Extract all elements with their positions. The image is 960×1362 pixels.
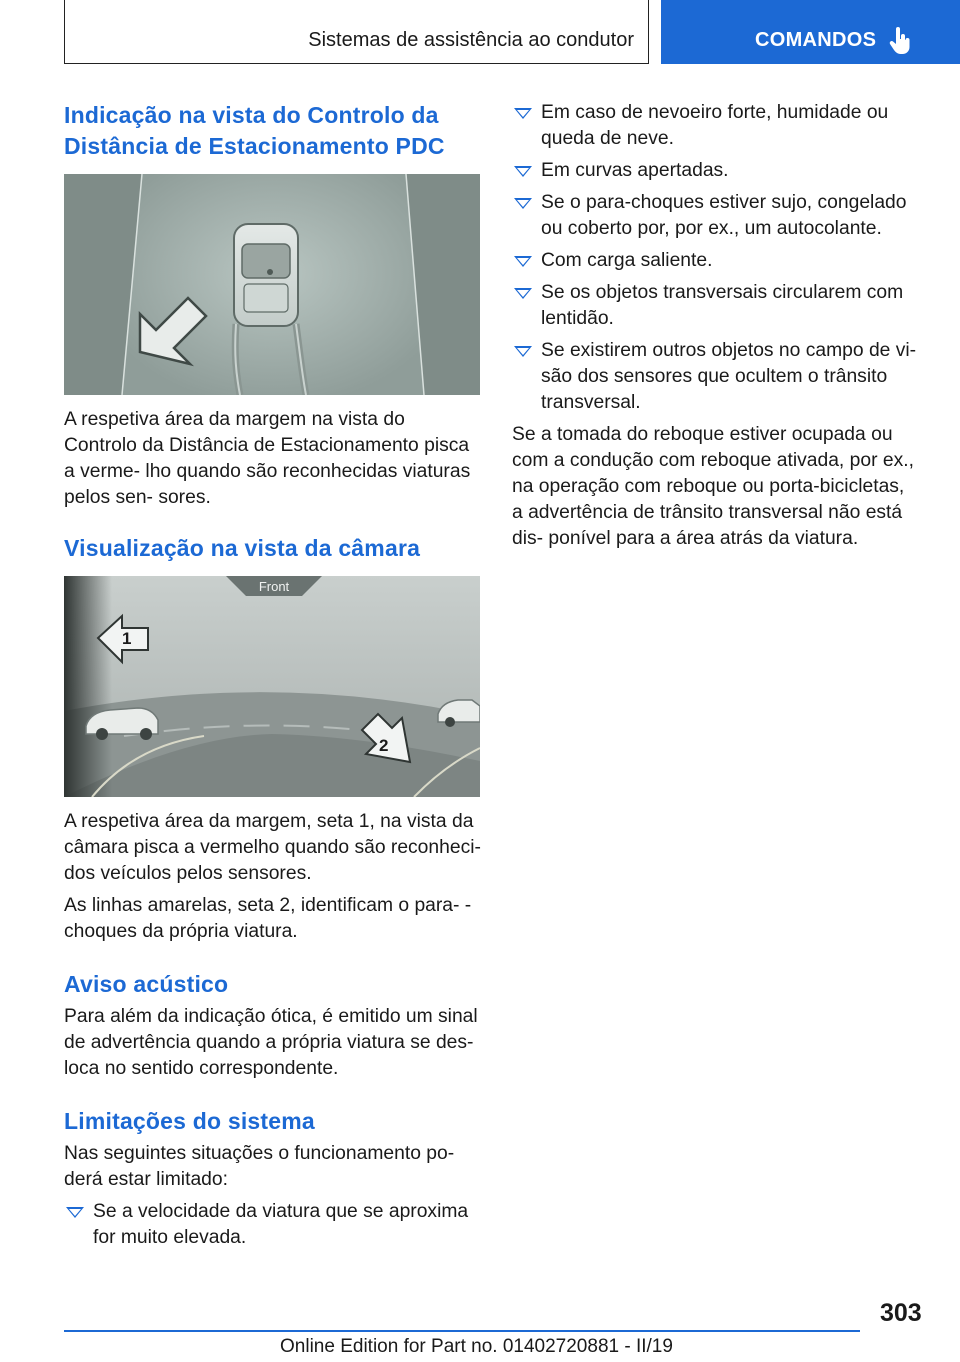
paragraph-acoustic-warning: Para além da indicação ótica, é emitido um sinal de advertência quando a própria viatura se des- loca no sentido correspondente. (64, 1006, 478, 1079)
paragraph-camera-view: A respetiva área da margem, seta 1, na vista da câmara pisca a vermelho quando são reconheci- dos veículos pelos sensores. (64, 811, 481, 884)
arrow-2-label: 2 (379, 736, 389, 755)
list-item: Em caso de nevoeiro forte, humidade ou queda de neve. (512, 100, 918, 152)
triangle-bullet-icon (514, 198, 532, 209)
paragraph-trailer-socket: Se a tomada do reboque estiver ocupada ou com a condução com reboque ativada, por ex., na operação com reboque ou porta-bicicletas, a advertência de trânsito transversal não está dis- ponível para a área atrás da viatura. (512, 424, 914, 549)
page-number: 303 (880, 1299, 922, 1327)
paragraph-yellow-lines: As linhas amarelas, seta 2, identificam o para- -choques da própria viatura. (64, 895, 472, 942)
limits-list-right (512, 100, 918, 416)
heading-system-limits: Limitações do sistema (64, 1108, 315, 1134)
list-item: Se os objetos transversais circularem com lentidão. (512, 280, 918, 332)
triangle-bullet-icon (514, 166, 532, 177)
camera-view-illustration (64, 576, 480, 797)
limits-list-left (64, 1199, 482, 1251)
list-item: Se o para-choques estiver sujo, congelado ou coberto por, por ex., um autocolante. (512, 190, 918, 242)
header-chapter-title: COMANDOS (755, 29, 877, 51)
list-item: Com carga saliente. (512, 248, 918, 274)
pdc-view-illustration (64, 174, 480, 395)
header-chapter-tab (661, 0, 960, 64)
paragraph-pdc-view: A respetiva área da margem na vista do Controlo da Distância de Estacionamento pisca a verme- lho quando são reconhecidas viaturas pelos sen- sores. (64, 409, 471, 508)
heading-camera-view: Visualização na vista da câmara (64, 535, 421, 561)
triangle-bullet-icon (514, 288, 532, 299)
triangle-bullet-icon (66, 1207, 84, 1218)
triangle-bullet-icon (514, 108, 532, 119)
pointing-hand-icon (889, 27, 911, 55)
heading-acoustic-warning: Aviso acústico (64, 971, 229, 997)
list-item: Se a velocidade da viatura que se aproxima for muito elevada. (64, 1199, 482, 1251)
header-section-title: Sistemas de assistência ao condutor (308, 29, 634, 51)
paragraph-system-limits: Nas seguintes situações o funcionamento po- derá estar limitado: (64, 1143, 455, 1190)
list-item: Se existirem outros objetos no campo de vi- são dos sensores que ocultem o trânsito transversal. (512, 338, 918, 416)
footer-divider (64, 1330, 860, 1332)
front-label: Front (258, 579, 290, 594)
arrow-1-label: 1 (122, 629, 132, 648)
triangle-bullet-icon (514, 256, 532, 267)
list-item: Em curvas apertadas. (512, 158, 918, 184)
left-column (64, 100, 482, 1251)
footer-edition: Online Edition for Part no. 01402720881 - II/19 (280, 1336, 673, 1357)
triangle-bullet-icon (514, 346, 532, 357)
right-column (512, 100, 918, 552)
header-section-box (64, 0, 649, 64)
heading-pdc-view: Indicação na vista do Controlo da Distância de Estacionamento PDC (64, 102, 445, 159)
